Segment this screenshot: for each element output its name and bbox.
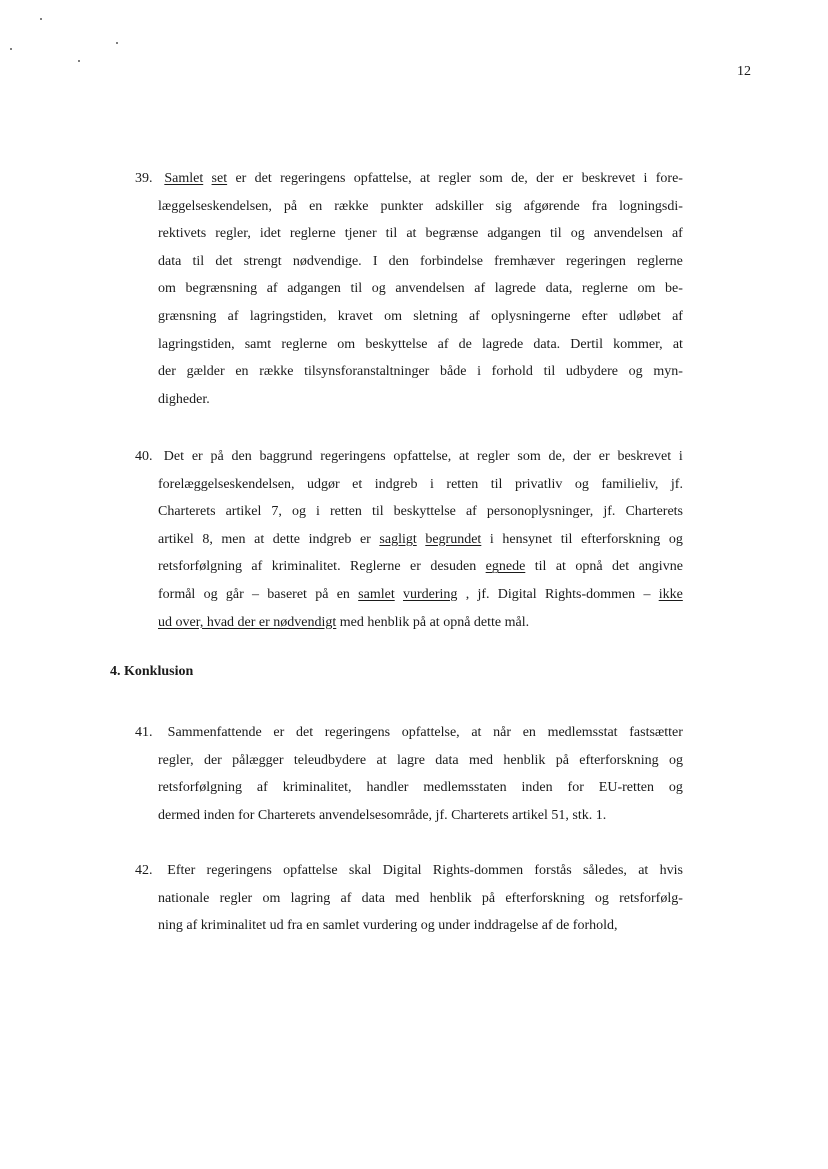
text-word: regler — [476, 449, 510, 464]
text-word: Charterets — [158, 504, 216, 520]
paragraph-42 — [135, 857, 683, 940]
text-word: og — [668, 752, 683, 768]
text-word: formål — [158, 586, 196, 602]
text-word: opfattelse, — [353, 171, 412, 186]
scan-speck — [10, 48, 12, 50]
text-word: medlemsstat — [547, 725, 618, 740]
paragraph-line — [135, 747, 683, 775]
text-word: lagringstiden, — [158, 336, 235, 352]
text-word: når — [493, 725, 512, 740]
text-word: og — [371, 281, 386, 297]
text-word: beskrevet — [617, 449, 672, 464]
paragraph-line — [135, 193, 683, 221]
text-word: og — [570, 226, 585, 242]
paragraph-line — [135, 719, 683, 747]
text-word: anvendelsen — [593, 226, 663, 242]
text-word: af — [672, 308, 683, 324]
text-word: er — [562, 171, 574, 186]
text-word: personoplysninger, — [486, 504, 594, 520]
text-word: at — [638, 863, 649, 878]
text-word: forbindelse — [420, 253, 484, 269]
text-word: til — [350, 281, 363, 297]
text-run: med henblik på at opnå dette mål. — [336, 614, 530, 630]
text-word: udgør — [306, 476, 340, 492]
text-word: den — [388, 253, 409, 269]
text-word: adgangen — [287, 281, 341, 297]
text-word: tjener — [344, 226, 377, 242]
underlined-text: Samlet — [164, 171, 204, 186]
text-word: medlemsstaten — [423, 780, 507, 796]
text-word: at — [406, 226, 417, 242]
text-word: regeringen — [565, 253, 626, 269]
text-word: af — [227, 308, 239, 324]
text-word: beskrevet — [581, 171, 636, 186]
text-word: der — [536, 171, 555, 186]
text-word: efter — [581, 308, 608, 324]
paragraph-line — [135, 857, 683, 885]
text-word: retsforfølgning — [158, 559, 242, 575]
text-word: til — [550, 226, 562, 242]
text-word: om — [337, 336, 356, 352]
text-word: forelæggelseskendelsen, — [158, 476, 295, 492]
text-word: det — [612, 559, 630, 575]
text-word: på — [210, 449, 224, 464]
underlined-text: sagligt — [379, 531, 417, 547]
text-word: tilsynsforanstaltninger — [304, 364, 430, 380]
text-word: lagrede — [482, 336, 524, 352]
paragraph-line — [135, 248, 683, 276]
text-word: Efter — [167, 863, 196, 878]
text-word: samt — [244, 336, 272, 352]
text-word: nødvendige. — [292, 253, 362, 269]
text-word: af — [340, 890, 352, 906]
text-word: efterforskning — [579, 752, 659, 768]
text-word: anvendelsen — [395, 281, 465, 297]
paragraph-line — [135, 609, 683, 637]
text-word: regler, — [215, 226, 251, 242]
text-word: af — [465, 504, 477, 520]
text-word: er — [409, 559, 421, 575]
underlined-text: begrundet — [425, 531, 482, 547]
text-word: I — [372, 253, 378, 269]
text-word: regeringens — [280, 171, 346, 186]
text-word: reglerne — [289, 226, 336, 242]
text-word: er — [598, 449, 610, 464]
text-word: inden — [521, 780, 553, 796]
paragraph-39 — [135, 165, 683, 413]
text-word: de — [458, 336, 472, 352]
text-word: data — [361, 890, 385, 906]
text-word: til — [371, 504, 384, 520]
paragraph-line — [135, 331, 683, 359]
text-word: myn- — [653, 364, 683, 380]
text-run: digheder. — [158, 391, 210, 407]
text-word: den — [231, 449, 252, 464]
text-word: data. — [533, 336, 561, 352]
paragraph-number: 39. — [135, 171, 156, 186]
text-word: om — [384, 308, 402, 324]
text-word: efterforskning — [505, 890, 585, 906]
scan-speck — [40, 18, 42, 20]
text-word: at — [555, 559, 566, 575]
paragraph-line — [135, 581, 683, 609]
text-word: til — [534, 559, 547, 575]
text-word: be- — [665, 281, 683, 297]
paragraph-number: 41. — [135, 725, 156, 740]
text-word: en — [336, 586, 350, 602]
text-word: der — [203, 752, 222, 768]
underlined-text: ikke — [658, 586, 683, 602]
text-word: af — [266, 281, 278, 297]
underlined-text: egnede — [485, 559, 526, 575]
text-word: henblik — [429, 890, 472, 906]
paragraph-line — [135, 386, 683, 414]
paragraph-number: 40. — [135, 449, 156, 464]
text-word: adskiller — [435, 198, 484, 214]
text-word: på — [315, 586, 329, 602]
text-word: det — [215, 253, 233, 269]
paragraph-line — [135, 358, 683, 386]
text-word: Digital — [497, 586, 537, 602]
text-word: og — [203, 586, 218, 602]
paragraph-line — [135, 498, 683, 526]
text-word: af — [468, 308, 480, 324]
text-word: privatliv — [514, 476, 563, 492]
text-word: opfattelse, — [401, 725, 460, 740]
section-heading: 4. Konklusion — [110, 664, 194, 679]
text-word: retsforfølg- — [619, 890, 683, 906]
text-word: skal — [348, 863, 372, 878]
text-word: fremhæver — [494, 253, 555, 269]
text-word: handler — [366, 780, 409, 796]
text-word: regler, — [158, 752, 194, 768]
text-word: artikel — [158, 531, 194, 547]
text-word: lagre — [396, 752, 425, 768]
text-word: baseret — [267, 586, 307, 602]
text-word: beskyttelse — [393, 504, 456, 520]
text-word: rektivets — [158, 226, 207, 242]
text-word: udløbet — [618, 308, 661, 324]
text-word: EU-retten — [598, 780, 654, 796]
text-word: læggelseskendelsen, — [158, 198, 272, 214]
text-word: og — [594, 890, 609, 906]
text-word: sig — [495, 198, 512, 214]
text-word: idet — [259, 226, 281, 242]
text-word: det — [295, 725, 314, 740]
text-word: forstås — [534, 863, 572, 878]
text-word: Reglerne — [350, 559, 401, 575]
text-word: til — [560, 531, 573, 547]
text-word: retsforfølgning — [158, 780, 242, 796]
text-word: henblik — [503, 752, 546, 768]
text-word: udbydere — [565, 364, 618, 380]
text-word: til — [543, 364, 556, 380]
text-word: af — [671, 226, 683, 242]
text-word: Rights-dommen — [432, 863, 524, 878]
text-word: nationale — [158, 890, 210, 906]
text-word: og — [668, 531, 683, 547]
paragraph-line — [135, 912, 683, 940]
text-word: at — [672, 336, 683, 352]
page-number: 12 — [737, 64, 751, 79]
text-word: data, — [545, 281, 573, 297]
text-word: jf. — [477, 586, 490, 602]
text-word: opfattelse — [283, 863, 338, 878]
text-word: med — [395, 890, 420, 906]
paragraph-line — [135, 885, 683, 913]
text-word: , — [465, 586, 470, 602]
text-word: reglerne — [582, 281, 628, 297]
text-word: at — [254, 531, 265, 547]
text-word: i — [477, 364, 481, 380]
text-word: opnå — [575, 559, 603, 575]
text-word: fastsætter — [629, 725, 683, 740]
text-word: reglerne — [281, 336, 328, 352]
text-word: er — [273, 725, 285, 740]
text-word: fore- — [655, 171, 683, 186]
text-word: lagrede — [494, 281, 536, 297]
text-word: som — [517, 449, 541, 464]
text-word: data — [158, 253, 182, 269]
text-word: desuden — [430, 559, 477, 575]
paragraph-line — [135, 443, 683, 471]
text-word: 7, — [271, 504, 282, 520]
text-run: dermed inden for Charterets anvendelsesområde, jf. Charterets artikel 51, stk. 1. — [158, 807, 607, 823]
text-word: kriminalitet. — [271, 559, 341, 575]
text-word: på — [555, 752, 569, 768]
text-word: for — [567, 780, 584, 796]
text-word: Rights-dommen — [544, 586, 636, 602]
text-word: det — [254, 171, 272, 186]
text-word: af — [256, 780, 268, 796]
text-word: af — [474, 281, 486, 297]
underlined-text: samlet — [358, 586, 395, 602]
text-word: går — [225, 586, 244, 602]
text-word: som — [479, 171, 503, 186]
text-word: men — [221, 531, 246, 547]
text-word: teleudbydere — [293, 752, 367, 768]
text-word: kriminalitet, — [282, 780, 352, 796]
text-word: et — [352, 476, 363, 492]
scan-speck — [78, 60, 80, 62]
text-word: om — [158, 281, 176, 297]
text-word: jf. — [670, 476, 683, 492]
text-word: om — [637, 281, 656, 297]
text-word: der — [158, 364, 176, 380]
text-word: er — [359, 531, 371, 547]
text-word: artikel — [225, 504, 262, 520]
text-word: indgreb — [374, 476, 418, 492]
text-word: i — [678, 449, 683, 464]
text-word: af — [251, 559, 263, 575]
text-word: efterforskning — [580, 531, 661, 547]
text-word: kravet — [337, 308, 373, 324]
paragraph-line — [135, 774, 683, 802]
paragraph-line — [135, 802, 683, 830]
text-word: en — [309, 198, 323, 214]
text-word: at — [459, 449, 470, 464]
underlined-text: set — [211, 171, 228, 186]
text-word: oplysningerne — [491, 308, 571, 324]
text-word: række — [259, 364, 294, 380]
text-word: jf. — [603, 504, 616, 520]
text-word: de, — [511, 171, 528, 186]
paragraph-line — [135, 303, 683, 331]
paragraph-line — [135, 471, 683, 499]
text-word: at — [376, 752, 387, 768]
underlined-text: ud over, hvad der er nødvendigt — [158, 614, 337, 630]
text-word: dette — [272, 531, 301, 547]
text-word: til — [385, 226, 398, 242]
text-word: afgørende — [523, 198, 580, 214]
text-word: baggrund — [259, 449, 313, 464]
text-word: med — [468, 752, 494, 768]
text-word: kommer, — [613, 336, 663, 352]
text-word: hvis — [659, 863, 683, 878]
text-word: og — [628, 364, 643, 380]
text-word: pålægger — [232, 752, 284, 768]
text-word: strengt — [243, 253, 282, 269]
text-word: er — [191, 449, 203, 464]
text-word: på — [481, 890, 496, 906]
text-word: til — [192, 253, 205, 269]
paragraph-line — [135, 220, 683, 248]
text-word: af — [437, 336, 449, 352]
text-word: i — [316, 504, 320, 520]
text-run: ning af kriminalitet ud fra en samlet vurdering og under inddragelse af de forhold, — [158, 918, 618, 934]
text-word: lagringstiden, — [249, 308, 327, 324]
text-word: sletning — [413, 308, 458, 324]
text-word: og — [291, 504, 306, 520]
text-word: beskyttelse — [365, 336, 428, 352]
text-word: på — [283, 198, 298, 214]
paragraph-40 — [135, 443, 683, 636]
text-word: Det — [163, 449, 185, 464]
text-word: Digital — [382, 863, 422, 878]
text-word: adgangen — [487, 226, 541, 242]
text-word: indgreb — [308, 531, 352, 547]
text-word: forhold — [491, 364, 533, 380]
paragraph-number: 42. — [135, 863, 156, 878]
text-word: en — [522, 725, 536, 740]
text-word: er — [235, 171, 247, 186]
text-word: angivne — [638, 559, 683, 575]
text-word: i — [430, 476, 434, 492]
text-word: reglerne — [637, 253, 683, 269]
text-word: regeringens — [324, 725, 391, 740]
text-word: de, — [548, 449, 566, 464]
text-word: grænsning — [158, 308, 217, 324]
text-word: både — [440, 364, 467, 380]
text-word: begrænse — [425, 226, 479, 242]
text-word: at — [471, 725, 482, 740]
underlined-text: vurdering — [402, 586, 458, 602]
text-word: regler — [438, 171, 472, 186]
text-word: regler — [219, 890, 253, 906]
text-word: opfattelse, — [393, 449, 452, 464]
text-word: logningsdi- — [619, 198, 683, 214]
text-word: fra — [591, 198, 608, 214]
paragraph-line — [135, 553, 683, 581]
text-word: Charterets — [625, 504, 683, 520]
text-word: regeringens — [320, 449, 386, 464]
text-word: om — [262, 890, 281, 906]
text-word: Dertil — [570, 336, 603, 352]
text-word: til — [490, 476, 503, 492]
text-word: – — [643, 586, 651, 602]
scan-speck — [116, 42, 118, 44]
paragraph-line — [135, 275, 683, 303]
text-word: række — [334, 198, 369, 214]
text-word: Sammenfattende — [167, 725, 262, 740]
text-word: og — [668, 780, 683, 796]
text-word: regeringens — [206, 863, 272, 878]
text-word: data — [435, 752, 459, 768]
text-word: begrænsning — [185, 281, 258, 297]
text-word: retten — [330, 504, 362, 520]
paragraph-41 — [135, 719, 683, 829]
paragraph-line — [135, 165, 683, 193]
text-word: lagring — [290, 890, 331, 906]
text-word: i — [489, 531, 494, 547]
text-word: og — [574, 476, 589, 492]
text-word: gælder — [186, 364, 225, 380]
text-word: retten — [446, 476, 479, 492]
paragraph-line — [135, 526, 683, 554]
text-word: i — [643, 171, 648, 186]
text-word: således, — [582, 863, 627, 878]
text-word: – — [252, 586, 260, 602]
text-word: punkter — [380, 198, 424, 214]
text-word: en — [235, 364, 249, 380]
text-word: hensynet — [502, 531, 553, 547]
text-word: at — [419, 171, 431, 186]
text-word: der — [573, 449, 591, 464]
text-word: 8, — [202, 531, 213, 547]
text-word: familieliv, — [601, 476, 659, 492]
